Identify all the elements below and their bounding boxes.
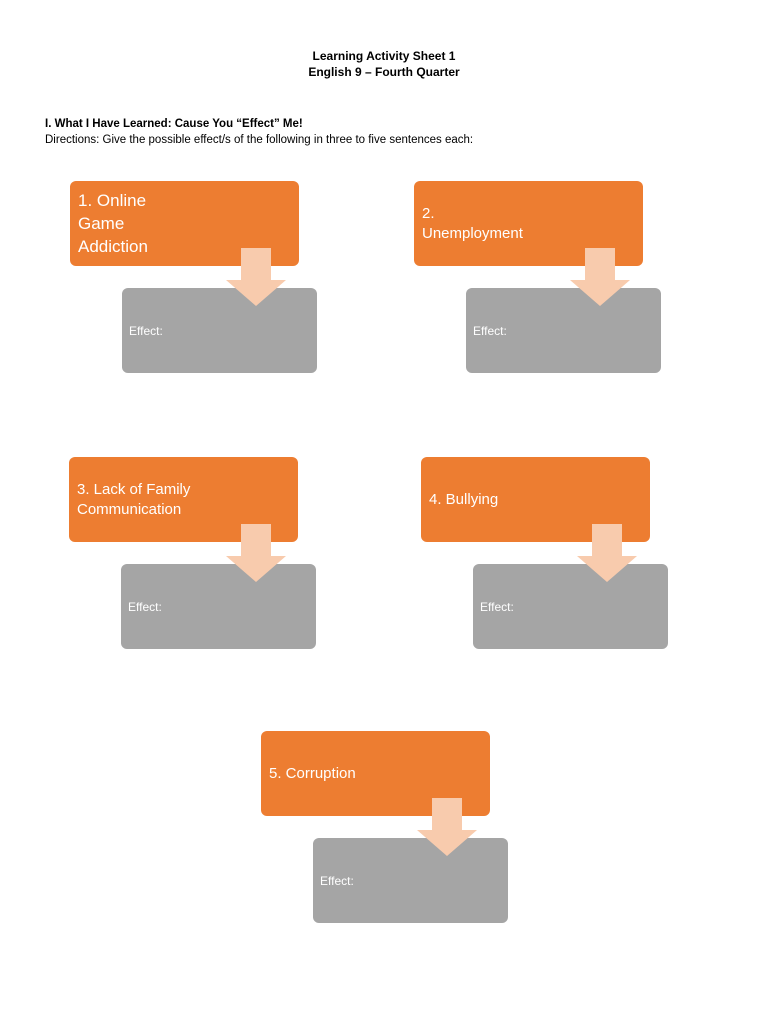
worksheet-header: [0, 48, 768, 80]
cause-label-line: 3. Lack of Family: [77, 480, 191, 498]
effect-label: Effect:: [480, 599, 514, 614]
effect-label: Effect:: [128, 599, 162, 614]
down-arrow-icon: [417, 798, 477, 856]
cause-label-line: Unemployment: [422, 224, 523, 242]
down-arrow-icon: [226, 524, 286, 582]
cause-label-line: Addiction: [78, 237, 148, 256]
section-title: I. What I Have Learned: Cause You “Effect” Me!: [45, 118, 303, 130]
cause-label-line: 2.: [422, 204, 435, 222]
down-arrow-icon: [226, 248, 286, 306]
cause-label-line: Game: [78, 214, 125, 233]
down-arrow-icon: [577, 524, 637, 582]
effect-label: Effect:: [129, 323, 163, 338]
effect-box[interactable]: [473, 564, 668, 649]
effect-label: Effect:: [320, 873, 354, 888]
sheet-subtitle: English 9 – Fourth Quarter: [308, 65, 460, 79]
cause-label-line: 5. Corruption: [269, 764, 356, 782]
effect-box[interactable]: [122, 288, 317, 373]
effect-box[interactable]: [313, 838, 508, 923]
sheet-title: Learning Activity Sheet 1: [312, 49, 456, 63]
effect-box[interactable]: [466, 288, 661, 373]
effect-label: Effect:: [473, 323, 507, 338]
directions-text: Directions: Give the possible effect/s of the following in three to five sentences each:: [45, 134, 474, 146]
cause-label-line: 4. Bullying: [429, 490, 499, 508]
cause-label-line: Communication: [77, 500, 182, 518]
down-arrow-icon: [570, 248, 630, 306]
cause-label-line: 1. Online: [78, 191, 147, 210]
effect-box[interactable]: [121, 564, 316, 649]
